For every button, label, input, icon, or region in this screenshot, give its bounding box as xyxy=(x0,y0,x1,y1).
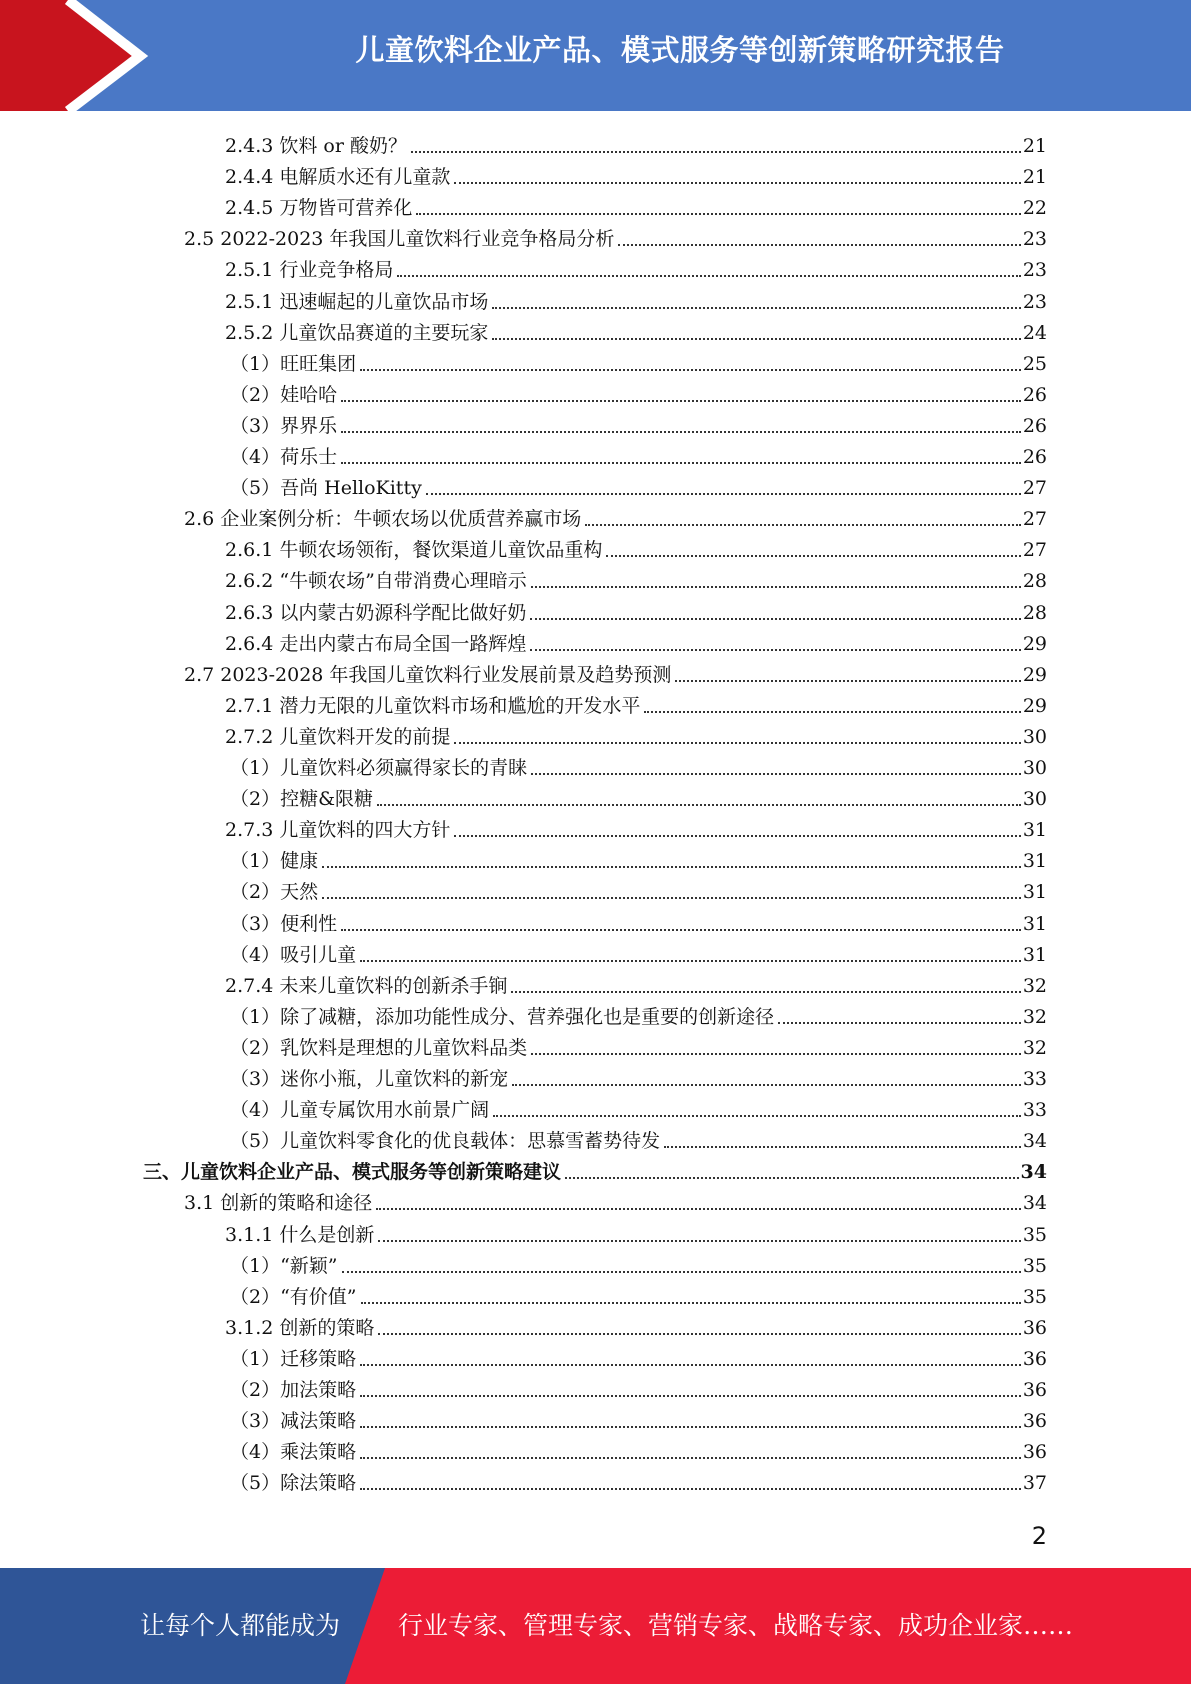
toc-dot-leader xyxy=(361,1302,1021,1304)
toc-entry[interactable] xyxy=(230,1340,1047,1371)
toc-entry-page: 30 xyxy=(1022,757,1047,779)
toc-entry-label: 3.1 创新的策略和途径 xyxy=(184,1192,373,1215)
toc-entry-page: 31 xyxy=(1022,819,1047,842)
toc-entry-page: 26 xyxy=(1022,383,1047,406)
toc-dot-leader xyxy=(360,960,1021,962)
toc-dot-leader xyxy=(378,1240,1020,1242)
toc-entry[interactable] xyxy=(230,1278,1047,1309)
toc-dot-leader xyxy=(360,1457,1021,1459)
toc-entry[interactable] xyxy=(225,127,1047,158)
toc-dot-leader xyxy=(530,618,1020,620)
toc-dot-leader xyxy=(360,1426,1021,1428)
toc-dot-leader xyxy=(360,369,1021,371)
toc-entry-label: （1）儿童饮料必须赢得家长的青睐 xyxy=(230,757,528,779)
toc-entry-label: 3.1.2 创新的策略 xyxy=(225,1316,375,1339)
toc-entry[interactable] xyxy=(230,1091,1047,1122)
toc-entry-label: 2.6.1 牛顿农场领衔，餐饮渠道儿童饮品重构 xyxy=(225,539,603,562)
toc-entry[interactable] xyxy=(230,936,1047,967)
toc-entry-page: 31 xyxy=(1022,943,1047,966)
toc-entry-label: 2.6.3 以内蒙古奶源科学配比做好奶 xyxy=(225,601,527,624)
toc-entry[interactable] xyxy=(230,1247,1047,1278)
toc-entry-page: 29 xyxy=(1022,632,1047,655)
toc-entry[interactable] xyxy=(230,1371,1047,1402)
toc-dot-leader xyxy=(454,835,1020,837)
toc-dot-leader xyxy=(492,338,1020,340)
toc-entry-label: 2.5.2 儿童饮品赛道的主要玩家 xyxy=(225,321,489,344)
toc-dot-leader xyxy=(530,649,1020,651)
toc-entry-page: 21 xyxy=(1022,135,1047,157)
toc-entry-page: 34 xyxy=(1022,1192,1047,1215)
toc-entry-label: （4）吸引儿童 xyxy=(230,943,357,966)
toc-dot-leader xyxy=(322,866,1021,868)
toc-entry-page: 31 xyxy=(1022,912,1047,935)
toc-entry[interactable] xyxy=(230,780,1047,811)
toc-dot-leader xyxy=(454,182,1020,184)
toc-entry[interactable] xyxy=(230,376,1047,407)
toc-entry-page: 30 xyxy=(1022,788,1047,811)
toc-entry[interactable] xyxy=(230,905,1047,936)
report-title: 儿童饮料企业产品、模式服务等创新策略研究报告 xyxy=(355,33,1005,67)
toc-entry[interactable] xyxy=(230,438,1047,469)
toc-entry[interactable] xyxy=(225,594,1047,625)
toc-entry-label: （2）加法策略 xyxy=(230,1379,357,1401)
toc-entry[interactable] xyxy=(225,718,1047,749)
toc-entry-page: 32 xyxy=(1022,1005,1047,1028)
toc-entry-label: 2.5.1 行业竞争格局 xyxy=(225,259,394,282)
toc-entry-page: 33 xyxy=(1022,1099,1047,1122)
toc-entry[interactable] xyxy=(230,1433,1047,1464)
toc-dot-leader xyxy=(531,586,1021,588)
toc-entry-page: 33 xyxy=(1022,1068,1047,1090)
toc-entry-page: 28 xyxy=(1022,601,1047,624)
toc-dot-leader xyxy=(397,275,1020,277)
toc-entry[interactable] xyxy=(225,1216,1047,1247)
toc-entry-page: 32 xyxy=(1022,1036,1047,1059)
toc-entry-label: 2.6 企业案例分析：牛顿农场以优质营养赢市场 xyxy=(184,508,582,531)
toc-entry[interactable] xyxy=(184,1184,1047,1215)
toc-entry[interactable] xyxy=(225,189,1047,220)
toc-entry[interactable] xyxy=(225,1309,1047,1340)
toc-entry-label: 2.4.5 万物皆可营养化 xyxy=(225,197,413,220)
footer-slogan-left: 让每个人都能成为 xyxy=(140,1611,341,1640)
page-footer xyxy=(0,1568,1191,1684)
toc-entry-label: （2）娃哈哈 xyxy=(230,383,338,406)
toc-dot-leader xyxy=(360,1364,1021,1366)
toc-dot-leader xyxy=(322,897,1021,899)
toc-entry[interactable] xyxy=(184,500,1047,531)
toc-entry-page: 26 xyxy=(1022,414,1047,437)
toc-dot-leader xyxy=(341,929,1021,931)
toc-entry-page: 31 xyxy=(1022,850,1047,873)
toc-entry-page: 22 xyxy=(1022,197,1047,220)
toc-entry-label: （5）儿童饮料零食化的优良载体：思慕雪蓄势待发 xyxy=(230,1130,661,1153)
toc-entry-page: 36 xyxy=(1022,1441,1047,1464)
toc-dot-leader xyxy=(606,555,1020,557)
toc-entry[interactable] xyxy=(230,749,1047,780)
toc-entry[interactable] xyxy=(230,1060,1047,1091)
toc-dot-leader xyxy=(585,524,1021,526)
toc-dot-leader xyxy=(416,213,1020,215)
toc-entry-label: （4）儿童专属饮用水前景广阔 xyxy=(230,1099,490,1122)
toc-entry[interactable] xyxy=(143,1153,1047,1184)
toc-dot-leader xyxy=(377,804,1021,806)
toc-dot-leader xyxy=(411,151,1021,153)
toc-entry-page: 36 xyxy=(1022,1410,1047,1433)
toc-entry[interactable] xyxy=(225,625,1047,656)
toc-entry-label: 2.5 2022-2023 年我国儿童饮料行业竞争格局分析 xyxy=(184,228,615,251)
toc-entry-page: 28 xyxy=(1022,570,1047,593)
toc-entry-label: （3）减法策略 xyxy=(230,1410,357,1433)
toc-dot-leader xyxy=(675,680,1020,682)
toc-dot-leader xyxy=(511,991,1020,993)
toc-entry-label: （2）乳饮料是理想的儿童饮料品类 xyxy=(230,1036,528,1059)
toc-dot-leader xyxy=(342,1271,1021,1273)
toc-entry-label: （2）“有价值” xyxy=(230,1285,357,1308)
toc-entry-label: 2.7.1 潜力无限的儿童饮料市场和尴尬的开发水平 xyxy=(225,694,641,717)
toc-entry-label: 2.4.4 电解质水还有儿童款 xyxy=(225,166,451,189)
toc-entry-page: 29 xyxy=(1022,663,1047,686)
toc-entry[interactable] xyxy=(225,158,1047,189)
toc-dot-leader xyxy=(512,1084,1021,1086)
toc-entry-label: 2.6.2 “牛顿农场”自带消费心理暗示 xyxy=(225,570,527,593)
toc-entry[interactable] xyxy=(230,998,1047,1029)
toc-entry-page: 23 xyxy=(1022,290,1047,313)
toc-entry[interactable] xyxy=(230,469,1047,500)
toc-entry-page: 30 xyxy=(1022,725,1047,748)
toc-entry[interactable] xyxy=(230,407,1047,438)
toc-entry-label: （4）乘法策略 xyxy=(230,1441,357,1464)
toc-entry[interactable] xyxy=(230,1029,1047,1060)
toc-dot-leader xyxy=(341,400,1021,402)
toc-entry[interactable] xyxy=(225,314,1047,345)
page-header xyxy=(0,0,1191,111)
toc-entry-label: 三、儿童饮料企业产品、模式服务等创新策略建议 xyxy=(143,1161,562,1184)
toc-entry[interactable] xyxy=(225,687,1047,718)
toc-entry-page: 35 xyxy=(1022,1223,1047,1246)
toc-entry-label: 2.6.4 走出内蒙古布局全国一路辉煌 xyxy=(225,632,527,655)
toc-dot-leader xyxy=(360,1395,1021,1397)
toc-dot-leader xyxy=(493,1115,1021,1117)
toc-entry[interactable] xyxy=(230,1402,1047,1433)
toc-dot-leader xyxy=(644,711,1020,713)
toc-entry-page: 36 xyxy=(1022,1347,1047,1370)
toc-entry-label: （5）吾尚 HelloKitty xyxy=(230,477,422,500)
toc-entry-page: 31 xyxy=(1022,881,1047,904)
footer-slogan-right: 行业专家、管理专家、营销专家、战略专家、成功企业家…… xyxy=(398,1611,1074,1640)
toc-entry-page: 25 xyxy=(1022,352,1047,375)
toc-entry-page: 36 xyxy=(1022,1379,1047,1401)
toc-entry[interactable] xyxy=(225,811,1047,842)
toc-entry[interactable] xyxy=(230,1464,1047,1495)
toc-entry-page: 32 xyxy=(1022,974,1047,997)
toc-dot-leader xyxy=(341,462,1021,464)
toc-entry-label: 3.1.1 什么是创新 xyxy=(225,1223,375,1246)
toc-dot-leader xyxy=(378,1333,1020,1335)
toc-entry-page: 23 xyxy=(1022,259,1047,282)
toc-dot-leader xyxy=(531,1053,1021,1055)
toc-entry[interactable] xyxy=(184,656,1047,687)
toc-entry-page: 37 xyxy=(1022,1472,1047,1495)
toc-entry-label: 2.7.4 未来儿童饮料的创新杀手锏 xyxy=(225,974,508,997)
toc-entry-label: 2.5.1 迅速崛起的儿童饮品市场 xyxy=(225,290,489,313)
toc-entry-label: （5）除法策略 xyxy=(230,1472,357,1495)
toc-entry-label: （1）迁移策略 xyxy=(230,1347,357,1370)
toc-dot-leader xyxy=(565,1177,1019,1179)
toc-dot-leader xyxy=(454,742,1020,744)
toc-dot-leader xyxy=(618,244,1020,246)
toc-entry-label: （2）控糖&限糖 xyxy=(230,788,374,811)
toc-entry-label: （3）迷你小瓶，儿童饮料的新宠 xyxy=(230,1068,509,1090)
toc-entry-page: 36 xyxy=(1022,1316,1047,1339)
toc-dot-leader xyxy=(531,773,1021,775)
toc-entry-label: （3）便利性 xyxy=(230,912,338,935)
toc-entry-page: 35 xyxy=(1022,1285,1047,1308)
toc-entry[interactable] xyxy=(184,220,1047,251)
toc-dot-leader xyxy=(664,1146,1021,1148)
toc-entry[interactable] xyxy=(225,283,1047,314)
toc-entry-page: 27 xyxy=(1022,477,1047,500)
toc-entry-page: 34 xyxy=(1020,1161,1047,1184)
toc-entry[interactable] xyxy=(225,967,1047,998)
toc-dot-leader xyxy=(426,493,1021,495)
toc-dot-leader xyxy=(360,1488,1021,1490)
toc-entry[interactable] xyxy=(230,873,1047,904)
header-arrow-decoration xyxy=(0,0,160,111)
toc-entry[interactable] xyxy=(225,531,1047,562)
toc-entry[interactable] xyxy=(230,1122,1047,1153)
toc-entry[interactable] xyxy=(230,345,1047,376)
toc-entry-label: （4）荷乐士 xyxy=(230,446,338,468)
toc-dot-leader xyxy=(778,1022,1021,1024)
toc-entry[interactable] xyxy=(230,842,1047,873)
page-number: 2 xyxy=(1031,1522,1047,1550)
toc-dot-leader xyxy=(376,1208,1021,1210)
toc-entry-label: （1）“新颖” xyxy=(230,1254,338,1277)
toc-entry-label: （1）除了减糖，添加功能性成分、营养强化也是重要的创新途径 xyxy=(230,1005,775,1028)
toc-entry-label: （1）旺旺集团 xyxy=(230,352,357,375)
toc-entry-page: 27 xyxy=(1022,508,1047,531)
toc-entry-label: （2）天然 xyxy=(230,881,319,904)
toc-entry-label: 2.7.3 儿童饮料的四大方针 xyxy=(225,819,451,842)
toc-dot-leader xyxy=(341,431,1021,433)
toc-entry-page: 27 xyxy=(1022,539,1047,562)
toc-entry-page: 21 xyxy=(1022,166,1047,189)
toc-entry-page: 24 xyxy=(1022,321,1047,344)
toc-entry-page: 29 xyxy=(1022,694,1047,717)
toc-entry-label: 2.7 2023-2028 年我国儿童饮料行业发展前景及趋势预测 xyxy=(184,663,672,686)
toc-entry-label: 2.4.3 饮料 or 酸奶？ xyxy=(225,135,407,157)
toc-entry[interactable] xyxy=(225,562,1047,593)
toc-entry-page: 35 xyxy=(1022,1254,1047,1277)
toc-entry-label: 2.7.2 儿童饮料开发的前提 xyxy=(225,725,451,748)
toc-entry-page: 34 xyxy=(1022,1130,1047,1153)
toc-entry[interactable] xyxy=(225,251,1047,282)
toc-dot-leader xyxy=(492,307,1020,309)
toc-entry-label: （3）界界乐 xyxy=(230,414,338,437)
toc-entry-page: 23 xyxy=(1022,228,1047,251)
toc-entry-label: （1）健康 xyxy=(230,850,319,873)
toc-entry-page: 26 xyxy=(1022,446,1047,468)
